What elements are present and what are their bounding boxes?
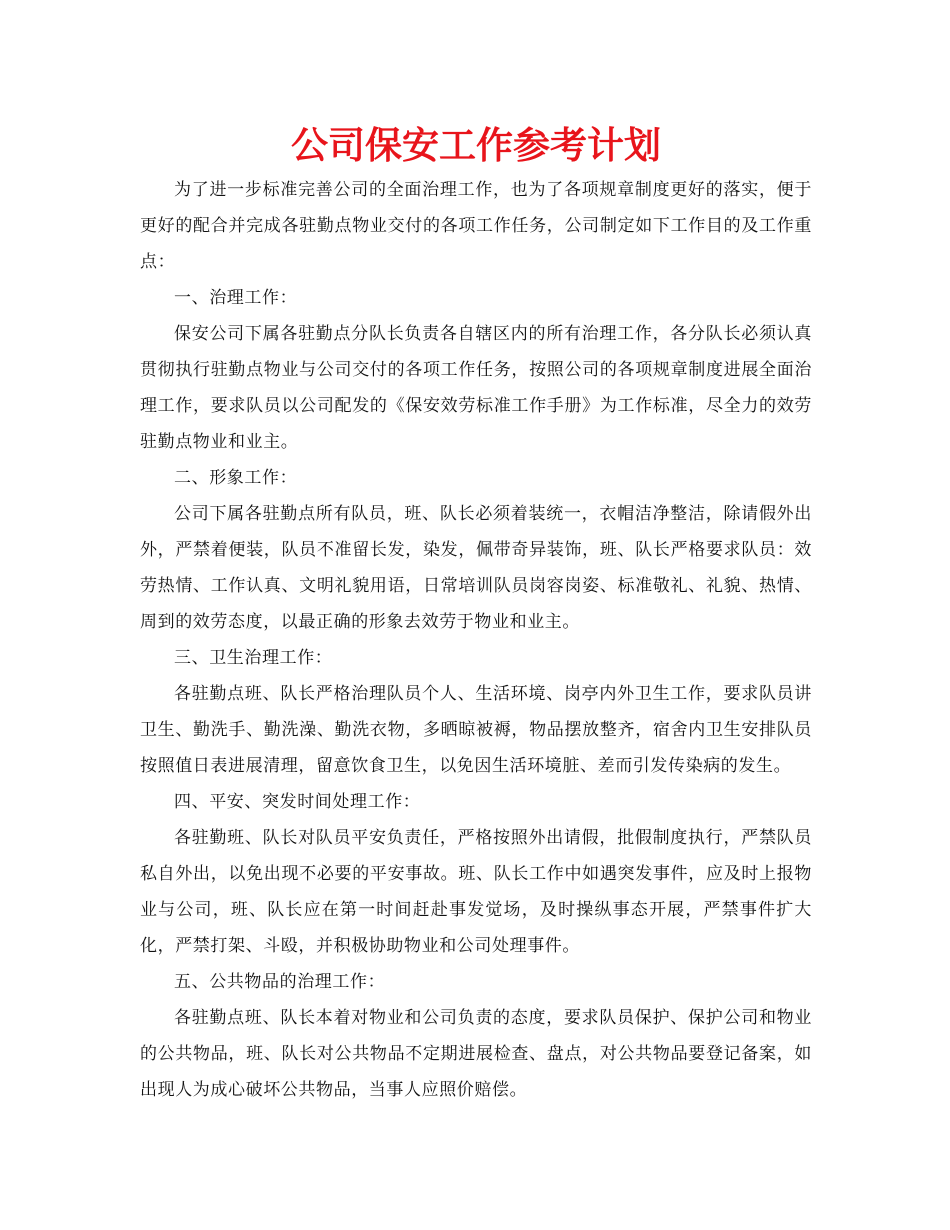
section-body-image: 公司下属各驻勤点所有队员，班、队长必须着装统一，衣帽洁净整洁，除请假外出外，严禁着便装，队员不准留长发，染发，佩带奇异装饰，班、队长严格要求队员：效劳热情、工作认真、文明礼貌用语，日常培训队员岗容岗姿、标准敬礼、礼貌、热情、周到的效劳态度，以最正确的形象去效劳于物业和业主。 — [140, 504, 812, 632]
section-body-hygiene: 各驻勤点班、队长严格治理队员个人、生活环境、岗亭内外卫生工作，要求队员讲卫生、勤洗手、勤洗澡、勤洗衣物，多晒晾被褥，物品摆放整齐，宿舍内卫生安排队员按照值日表进展清理，留意饮食卫生，以免因生活环境脏、差而引发传染病的发生。 — [140, 684, 812, 776]
section-heading-hygiene: 三、卫生治理工作： — [174, 648, 333, 668]
section-heading-management: 一、治理工作： — [174, 288, 298, 308]
section-body-management: 保安公司下属各驻勤点分队长负责各自辖区内的所有治理工作，各分队长必须认真贯彻执行驻勤点物业与公司交付的各项工作任务，按照公司的各项规章制度进展全面治理工作，要求队员以公司配发的《保安效劳标准工作手册》为工作标准，尽全力的效劳驻勤点物业和业主。 — [140, 324, 812, 452]
section-body-safety: 各驻勤班、队长对队员平安负责任，严格按照外出请假，批假制度执行，严禁队员私自外出，以免出现不必要的平安事故。班、队长工作中如遇突发事件，应及时上报物业与公司，班、队长应在第一时间赶赴事发觉场，及时操纵事态开展，严禁事件扩大化，严禁打架、斗殴，并积极协助物业和公司处理事件。 — [140, 828, 812, 956]
intro-paragraph: 为了进一步标准完善公司的全面治理工作，也为了各项规章制度更好的落实，便于更好的配合并完成各驻勤点物业交付的各项工作任务，公司制定如下工作目的及工作重点： — [140, 180, 812, 272]
section-heading-safety: 四、平安、突发时间处理工作： — [174, 792, 421, 812]
section-heading-image: 二、形象工作： — [174, 468, 298, 488]
document-title: 公司保安工作参考计划 — [291, 124, 661, 167]
section-body-public-property: 各驻勤点班、队长本着对物业和公司负责的态度，要求队员保护、保护公司和物业的公共物品，班、队长对公共物品不定期进展检查、盘点，对公共物品要登记备案，如出现人为成心破坏公共物品，当事人应照价赔偿。 — [140, 1008, 812, 1100]
section-heading-public-property: 五、公共物品的治理工作： — [174, 972, 386, 992]
document-page — [140, 120, 812, 1108]
